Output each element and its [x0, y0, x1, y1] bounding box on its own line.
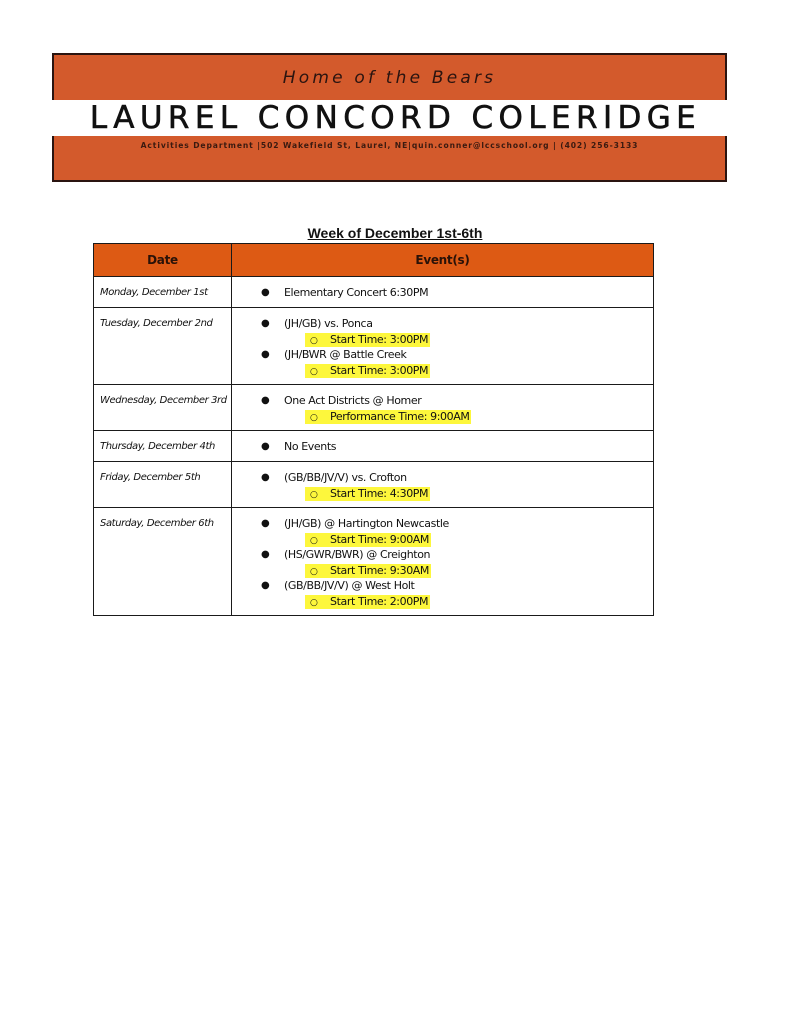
event-title: (JH/BWR @ Battle Creek: [284, 348, 407, 361]
bullet-icon: ●: [261, 518, 270, 529]
banner-contact-line: Activities Department |502 Wakefield St, Laurel, NE|quin.conner@lccschool.org | (402) 256-3133: [140, 141, 639, 150]
event-title: (GB/BB/JV/V) vs. Crofton: [284, 471, 407, 484]
highlighted-detail: [305, 595, 430, 609]
bullet-icon: ●: [261, 580, 270, 591]
banner-tagline: Home of the Bears: [282, 68, 497, 88]
event-detail-text: Start Time: 9:00AM: [330, 532, 430, 546]
table-header-row: [94, 244, 654, 277]
event-item: [232, 547, 653, 563]
bullet-icon: ●: [261, 472, 270, 483]
bullet-icon: ●: [261, 287, 270, 298]
bullet-icon: ●: [261, 349, 270, 360]
event-detail: [232, 486, 653, 502]
event-detail: [232, 532, 653, 548]
event-detail: [232, 409, 653, 425]
event-title: (JH/GB) @ Hartington Newcastle: [284, 517, 449, 530]
date-cell: Friday, December 5th: [94, 462, 232, 508]
sub-bullet-icon: ○: [310, 335, 318, 346]
event-title: No Events: [284, 440, 337, 453]
table-row: [94, 385, 654, 431]
event-title: (JH/GB) vs. Ponca: [284, 317, 373, 330]
highlighted-detail: [305, 410, 471, 424]
event-title: (GB/BB/JV/V) @ West Holt: [284, 579, 415, 592]
sub-bullet-icon: ○: [310, 489, 318, 500]
event-item: [232, 578, 653, 594]
table-row: [94, 508, 654, 616]
event-item: [232, 316, 653, 332]
table-row: [94, 277, 654, 308]
event-detail: [232, 563, 653, 579]
event-detail: [232, 363, 653, 379]
sub-bullet-icon: ○: [310, 412, 318, 423]
highlighted-detail: [305, 333, 430, 347]
bullet-icon: ●: [261, 549, 270, 560]
events-cell: [232, 431, 654, 462]
event-item: [232, 439, 653, 455]
column-header-events: Event(s): [232, 244, 654, 277]
table-row: [94, 308, 654, 385]
bullet-icon: ●: [261, 395, 270, 406]
events-cell: [232, 508, 654, 616]
week-heading: Week of December 1st-6th: [307, 225, 483, 241]
event-detail-text: Start Time: 3:00PM: [330, 332, 429, 346]
events-cell: [232, 308, 654, 385]
event-detail-text: Start Time: 2:00PM: [330, 594, 429, 608]
event-title: (HS/GWR/BWR) @ Creighton: [284, 548, 431, 561]
school-name: LAUREL CONCORD COLERIDGE: [89, 100, 702, 136]
highlighted-detail: [305, 564, 431, 578]
event-detail-text: Start Time: 9:30AM: [330, 563, 430, 577]
event-detail-text: Performance Time: 9:00AM: [330, 409, 470, 423]
event-item: [232, 347, 653, 363]
date-cell: Thursday, December 4th: [94, 431, 232, 462]
event-item: [232, 285, 653, 301]
event-item: [232, 516, 653, 532]
event-title: Elementary Concert 6:30PM: [284, 286, 429, 299]
highlighted-detail: [305, 364, 430, 378]
highlighted-detail: [305, 533, 431, 547]
date-cell: Wednesday, December 3rd: [94, 385, 232, 431]
highlighted-detail: [305, 487, 430, 501]
events-cell: [232, 277, 654, 308]
events-cell: [232, 385, 654, 431]
sub-bullet-icon: ○: [310, 566, 318, 577]
table-row: [94, 431, 654, 462]
event-item: [232, 470, 653, 486]
sub-bullet-icon: ○: [310, 597, 318, 608]
bullet-icon: ●: [261, 441, 270, 452]
event-title: One Act Districts @ Homer: [284, 394, 422, 407]
sub-bullet-icon: ○: [310, 535, 318, 546]
event-detail: [232, 332, 653, 348]
bullet-icon: ●: [261, 318, 270, 329]
sub-bullet-icon: ○: [310, 366, 318, 377]
event-item: [232, 393, 653, 409]
date-cell: Saturday, December 6th: [94, 508, 232, 616]
event-detail: [232, 594, 653, 610]
event-detail-text: Start Time: 3:00PM: [330, 363, 429, 377]
events-cell: [232, 462, 654, 508]
date-cell: Tuesday, December 2nd: [94, 308, 232, 385]
date-cell: Monday, December 1st: [94, 277, 232, 308]
table-row: [94, 462, 654, 508]
schedule-table: [93, 243, 654, 616]
column-header-date: Date: [94, 244, 232, 277]
event-detail-text: Start Time: 4:30PM: [330, 486, 429, 500]
